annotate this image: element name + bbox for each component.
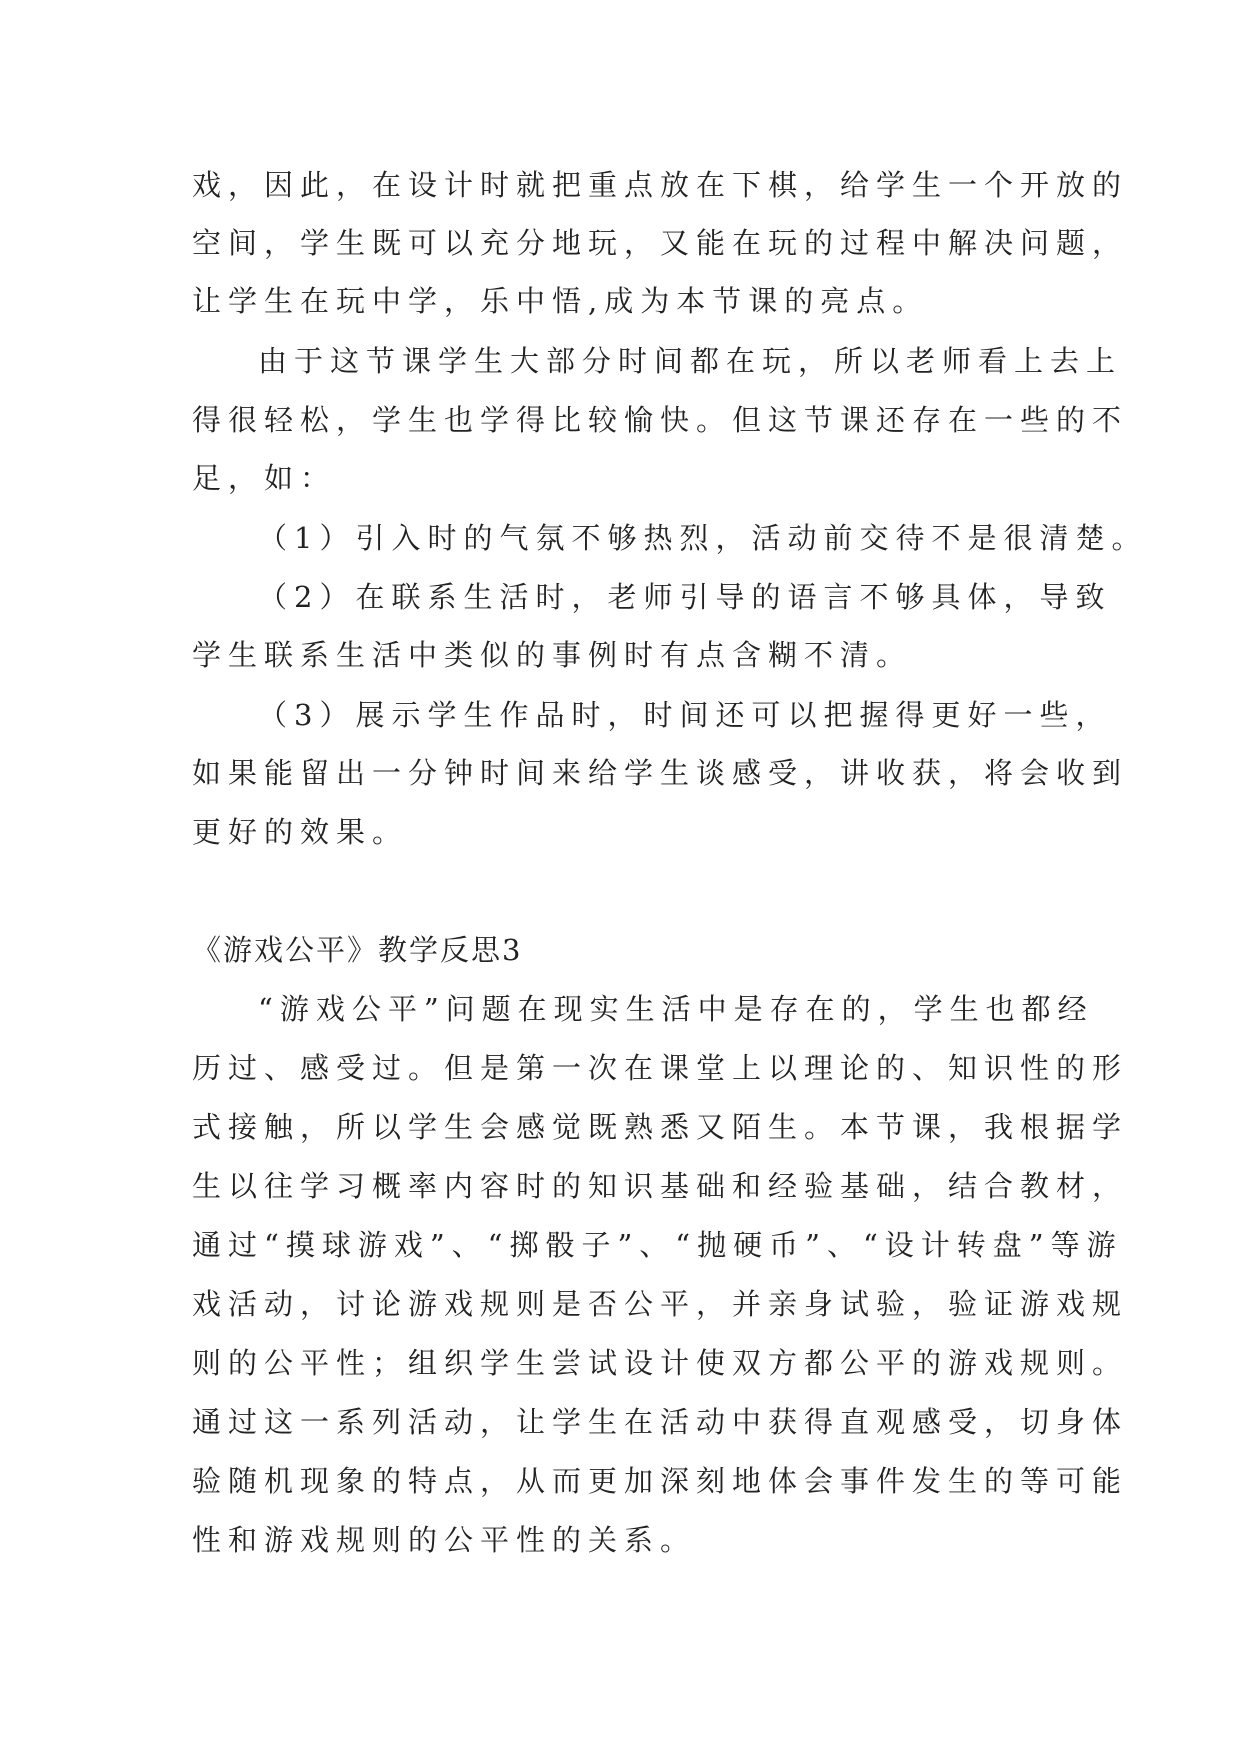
text-line: 足，如： [192, 461, 337, 495]
text-line: 式接触，所以学生会感觉既熟悉又陌生。本节课，我根据学 [192, 1110, 1129, 1144]
text-line: 学生联系生活中类似的事例时有点含糊不清。 [192, 638, 913, 672]
text-line: 历过、感受过。但是第一次在课堂上以理论的、知识性的形 [192, 1051, 1129, 1085]
text-line: 更好的效果。 [192, 815, 409, 849]
text-line: 验随机现象的特点，从而更加深刻地体会事件发生的等可能 [192, 1464, 1129, 1498]
text-line: 由于这节课学生大部分时间都在玩，所以老师看上去上 [258, 344, 1123, 378]
text-line: 得很轻松，学生也学得比较愉快。但这节课还存在一些的不 [192, 403, 1129, 437]
text-line: 戏活动，讨论游戏规则是否公平，并亲身试验，验证游戏规 [192, 1287, 1129, 1321]
text-line: 如果能留出一分钟时间来给学生谈感受，讲收获，将会收到 [192, 756, 1129, 790]
text-line: 戏，因此，在设计时就把重点放在下棋，给学生一个开放的 [192, 168, 1129, 202]
text-line: 通过“摸球游戏”、“掷骰子”、“抛硬币”、“设计转盘”等游 [192, 1228, 1123, 1262]
text-line: 则的公平性；组织学生尝试设计使双方都公平的游戏规则。 [192, 1346, 1129, 1380]
text-line: “游戏公平”问题在现实生活中是存在的，学生也都经 [258, 992, 1094, 1026]
text-line: （2）在联系生活时，老师引导的语言不够具体，导致 [258, 580, 1112, 614]
text-line: 让学生在玩中学，乐中悟,成为本节课的亮点。 [192, 284, 929, 318]
text-line: 通过这一系列活动，让学生在活动中获得直观感受，切身体 [192, 1405, 1129, 1439]
text-line: （3）展示学生作品时，时间还可以把握得更好一些， [258, 698, 1112, 732]
section-heading: 《游戏公平》教学反思3 [192, 933, 523, 967]
text-line: 空间，学生既可以充分地玩，又能在玩的过程中解决问题， [192, 226, 1129, 260]
text-line: 性和游戏规则的公平性的关系。 [192, 1523, 697, 1557]
text-line: 生以往学习概率内容时的知识基础和经验基础，结合教材， [192, 1169, 1129, 1203]
text-line: （1）引入时的气氛不够热烈，活动前交待不是很清楚。 [258, 521, 1148, 555]
